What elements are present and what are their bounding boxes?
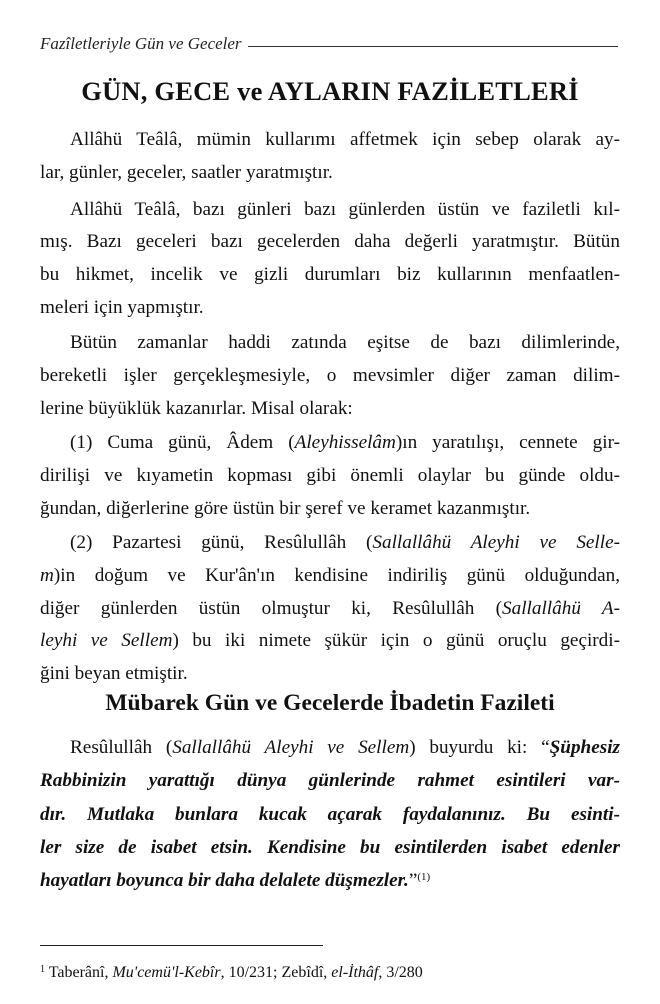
text-run: Taberânî, xyxy=(45,964,113,981)
text-run: , 10/231; Zebîdî, xyxy=(220,964,332,981)
paragraph-5-line-2 xyxy=(40,564,620,588)
footnote-number: 1 xyxy=(40,964,45,975)
footnote xyxy=(40,963,620,983)
paragraph-2-line-4: meleri için yapmıştır. xyxy=(40,297,204,318)
honorific: Sallallâhü A- xyxy=(502,598,620,619)
hadith-line-4: ler size de isabet etsin. Kendisine bu esintilerden isabet edenler xyxy=(40,837,620,858)
paragraph-3-line-1: Bütün zamanlar haddi zatında eşitse de bazı dilimlerinde, xyxy=(70,332,620,353)
paragraph-1-line-2: lar, günler, geceler, saatler yaratmıştır. xyxy=(40,162,333,183)
hadith-quote: Şüphesiz xyxy=(549,737,620,758)
text-run: )ın yaratılışı, cennete gir- xyxy=(395,432,620,453)
header-rule xyxy=(248,46,618,47)
hadith-line-3: dır. Mutlaka bunlara kucak açarak faydalanınız. Bu esinti- xyxy=(40,804,620,825)
paragraph-5-line-3 xyxy=(40,597,620,621)
hadith-quote: hayatları boyunca bir daha delalete düşmezler. xyxy=(40,870,409,891)
paragraph-2-line-2: mış. Bazı geceleri bazı gecelerden daha değerli yaratmıştır. Bütün xyxy=(40,231,620,252)
honorific: Sallallâhü Aleyhi ve Selle- xyxy=(372,532,620,553)
text-run: , 3/280 xyxy=(378,964,423,981)
honorific: Sallallâhü Aleyhi ve Sellem xyxy=(172,737,410,758)
paragraph-4-line-3: ğundan, diğerlerine göre üstün bir şeref ve keramet kazanmıştır. xyxy=(40,498,531,519)
hadith-line-1 xyxy=(70,736,620,760)
hadith-line-2: Rabbinizin yarattığı dünya günlerinde rahmet esintileri var- xyxy=(40,770,620,791)
source-title: el-İthâf xyxy=(331,964,379,981)
chapter-title: GÜN, GECE ve AYLARIN FAZİLETLERİ xyxy=(81,76,579,106)
honorific: Aleyhisselâm xyxy=(294,432,396,453)
paragraph-3-line-2: bereketli işler gerçekleşmesiyle, o mevsimler diğer zaman dilim- xyxy=(40,365,620,386)
paragraph-2-line-1: Allâhü Teâlâ, bazı günleri bazı günlerden üstün ve faziletli kıl- xyxy=(70,199,620,220)
paragraph-2-line-3: bu hikmet, incelik ve gizli durumları biz kullarının menfaatlen- xyxy=(40,264,620,285)
paragraph-4-line-1 xyxy=(70,431,620,455)
running-title: Fazîletleriyle Gün ve Geceler xyxy=(40,34,242,53)
paragraph-1-line-1: Allâhü Teâlâ, mümin kullarımı affetmek için sebep olarak ay- xyxy=(70,129,620,150)
running-header xyxy=(40,34,618,54)
closing-quote: ” xyxy=(408,870,418,891)
paragraph-3-line-3: lerine büyüklük kazanırlar. Misal olarak: xyxy=(40,398,353,419)
text-run: diğer günlerden üstün olmuştur ki, Resûlullâh ( xyxy=(40,598,503,619)
text-run: ) bu iki nimete şükür için o günü oruçlu geçirdi- xyxy=(172,630,620,651)
honorific: m xyxy=(40,565,54,586)
paragraph-5-line-4 xyxy=(40,629,620,653)
text-run: (2) Pazartesi günü, Resûlullâh ( xyxy=(70,532,373,553)
text-run: ) buyurdu ki: “ xyxy=(409,737,550,758)
footnote-rule xyxy=(40,945,323,946)
paragraph-5-line-5: ğini beyan etmiştir. xyxy=(40,663,188,684)
text-run: Resûlullâh ( xyxy=(70,737,173,758)
text-run: (1) Cuma günü, Âdem ( xyxy=(70,432,295,453)
section-title: Mübarek Gün ve Gecelerde İbadetin Fazileti xyxy=(105,690,555,716)
honorific: leyhi ve Sellem xyxy=(40,630,173,651)
paragraph-4-line-2: dirilişi ve kıyametin kopması gibi önemli olaylar bu günde oldu- xyxy=(40,465,620,486)
paragraph-5-line-1 xyxy=(70,531,620,555)
footnote-marker[interactable]: (1) xyxy=(417,871,431,883)
text-run: )in doğum ve Kur'ân'ın kendisine indiriliş günü olduğundan, xyxy=(53,565,620,586)
source-title: Mu'cemü'l-Kebîr xyxy=(112,964,221,981)
hadith-line-5 xyxy=(40,869,620,893)
